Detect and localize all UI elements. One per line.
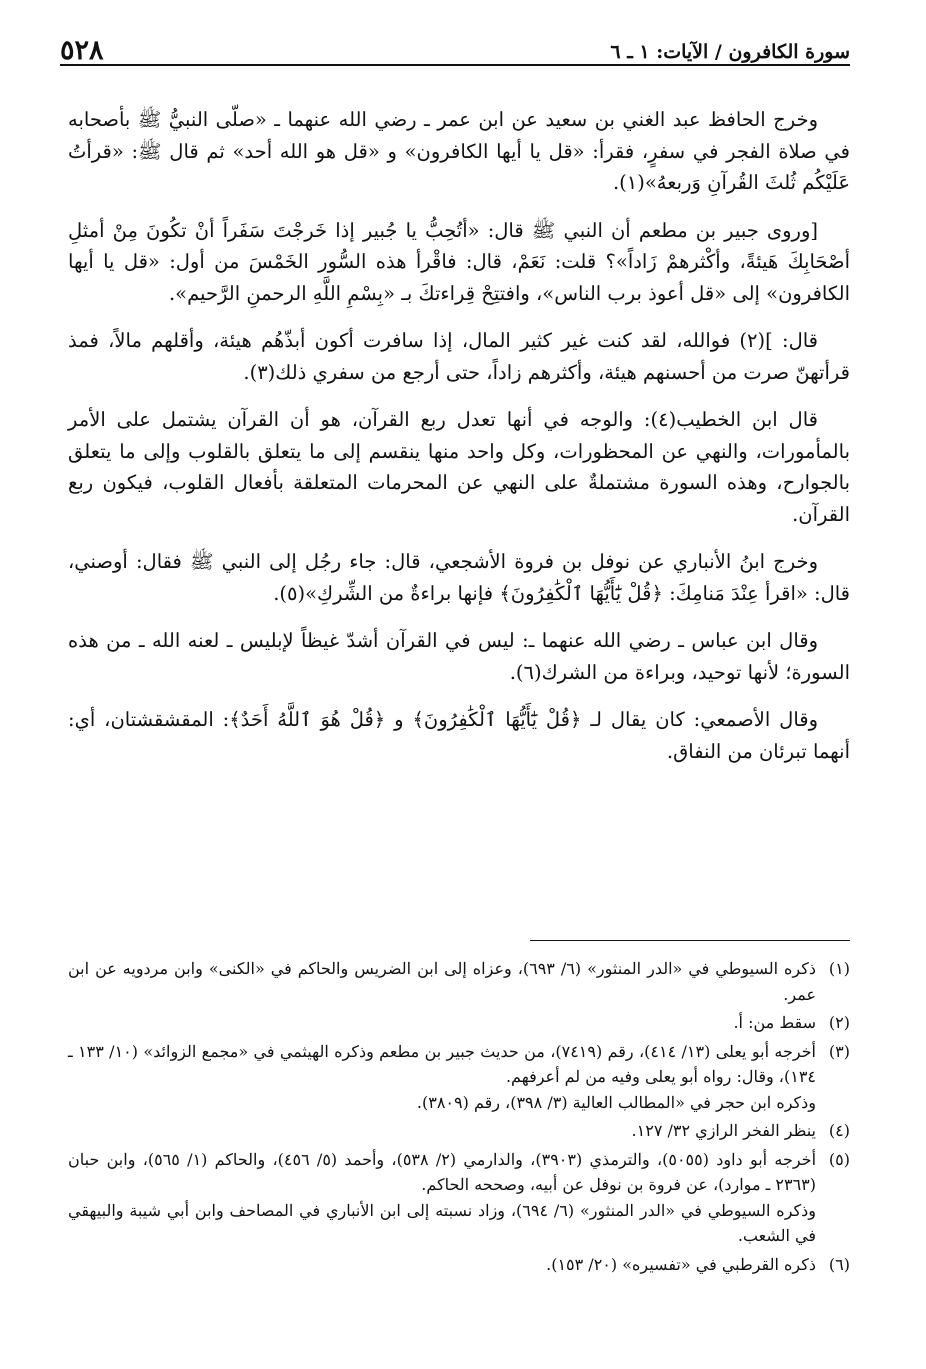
- paragraph: وخرج الحافظ عبد الغني بن سعيد عن ابن عمر ـ رضي الله عنهما ـ «صلّى النبيُّ ﷺ بأصحابه في صلاة الفجر في سفرٍ، فقرأ: «قل يا أيها الكافرون» و «قل هو الله أحد» ثم قال ﷺ: «قرأتُ عَلَيْكُم ثُلثَ القُرآنِ وَربعهُ»(١).: [68, 108, 850, 194]
- footnote: [68, 1039, 850, 1116]
- footnote: [68, 956, 850, 1007]
- paragraph: وخرج ابنُ الأنباري عن نوفل بن فروة الأشجعي، قال: جاء رجُل إلى النبي ﷺ فقال: أوصني، قال: «اقرأ عِنْدَ مَنامِكَ: ﴿قُلْ يَٰٓأَيُّهَا ٱلْكَٰفِرُونَ﴾ فإنها براءةٌ من الشِّركِ»(٥).: [68, 550, 850, 605]
- footnote-text: ينظر الفخر الرازي ٣٢/ ١٢٧.: [631, 1121, 816, 1140]
- header-rule: [60, 64, 850, 66]
- footnote-text: ذكره السيوطي في «الدر المنثور» (٦/ ٦٩٣)، وعزاه إلى ابن الضريس والحاكم في «الكنى» وابن مردويه عن ابن عمر.: [68, 959, 816, 1004]
- footnote-text: أخرجه أبو داود (٥٠٥٥)، والترمذي (٣٩٠٣)، والدارمي (٢/ ٥٣٨)، وأحمد (٥/ ٤٥٦)، والحاكم (١/ ٥٦٥)، وابن حبان (٢٣٦٣ ـ موارد)، عن فروة بن نوفل عن أبيه، وصححه الحاكم.: [68, 1149, 817, 1194]
- footnote-number: (١): [828, 959, 850, 978]
- footnote-text: أخرجه أبو يعلى (١٣/ ٤١٤)، رقم (٧٤١٩)، من حديث جبير بن مطعم وذكره الهيثمي في «مجمع الزوائد» (١٠/ ١٣٣ ـ ١٣٤)، وقال: رواه أبو يعلى وفيه من لم أعرفهم.: [68, 1041, 816, 1086]
- paragraph: وقال الأصمعي: كان يقال لـ ﴿قُلْ يَٰٓأَيُّهَا ٱلْكَٰفِرُونَ﴾ و ﴿قُلْ هُوَ ٱللَّهُ أَحَدٌ﴾: المقشقشتان، أي: أنهما تبرئان من النفاق.: [68, 708, 850, 763]
- paragraph: [وروى جبير بن مطعم أن النبي ﷺ قال: «أتُحِبُّ يا جُبير إذا خَرجْتَ سَفَراً أنْ تكُونَ مِنْ أمثلِ أصْحَابِكَ هَيئةً، وأكْثرهمْ زَاداً»؟ قلت: نَعَمْ، قال: فاقْرأ هذه السُّور الخَمْسَ من أول: «قل يا أيها الكافرون» إلى «قل أعوذ برب الناس»، وافتتِحْ قِراءتكَ بـ «بِسْمِ اللَّهِ الرحمنِ الرَّحيم».: [68, 218, 850, 305]
- footnote: [68, 1118, 850, 1144]
- main-text: [68, 104, 850, 783]
- footnote-number: (٢): [828, 1013, 850, 1032]
- footnote: [68, 1252, 850, 1278]
- footnote-text: سقط من: أ.: [733, 1013, 816, 1032]
- paragraph: قال ابن الخطيب(٤): والوجه في أنها تعدل ربع القرآن، هو أن القرآن يشتمل على الأمر بالمأمورات، والنهي عن المحظورات، وكل واحد منها ينقسم إلى ما يتعلق بالقلوب وإلى ما يتعلق بالجوارح، وهذه السورة مشتملةٌ على النهي عن المحرمات المتعلقة بأفعال القلوب، فيكون ربع القرآن.: [68, 408, 850, 526]
- book-page: [60, 28, 850, 1348]
- page-number: ٥٢٨: [60, 35, 104, 66]
- footnote: [68, 1010, 850, 1036]
- paragraph: قال: ](٢) فوالله، لقد كنت غير كثير المال، إذا سافرت أكون أبذّهُم هيئة، وأقلهم مالاً، فمذ قرأتهنّ صرت من أحسنهم هيئة، وأكثرهم زاداً، حتى أرجع من سفري ذلك(٣).: [68, 329, 850, 384]
- footnote-number: (٤): [828, 1121, 850, 1140]
- footnote-number: (٣): [828, 1041, 850, 1061]
- paragraph: وقال ابن عباس ـ رضي الله عنهما ـ: ليس في القرآن أشدّ غيظاً لإبليس ـ لعنه الله ـ من هذه السورة؛ لأنها توحيد، وبراءة من الشرك(٦).: [68, 629, 850, 684]
- running-title: سورة الكافرون / الآيات: ١ ـ ٦: [610, 41, 850, 63]
- footnote-text: وذكره ابن حجر في «المطالب العالية (٣/ ٣٩٨)، رقم (٣٨٠٩).: [416, 1092, 816, 1112]
- footnotes: [68, 956, 850, 1280]
- footnote-number: (٦): [828, 1254, 850, 1274]
- footnote-separator: [530, 940, 850, 941]
- footnote-text: ذكره القرطبي في «تفسيره» (٢٠/ ١٥٣).: [546, 1254, 816, 1274]
- footnote-text: وذكره السيوطي في «الدر المنثور» (٦/ ٦٩٤)، وزاد نسبته إلى ابن الأنباري في المصاحف وابن أبي شيبة والبيهقي في الشعب.: [68, 1200, 816, 1245]
- page-header: [60, 28, 850, 68]
- footnote-number: (٥): [828, 1149, 850, 1169]
- footnote: [68, 1147, 850, 1249]
